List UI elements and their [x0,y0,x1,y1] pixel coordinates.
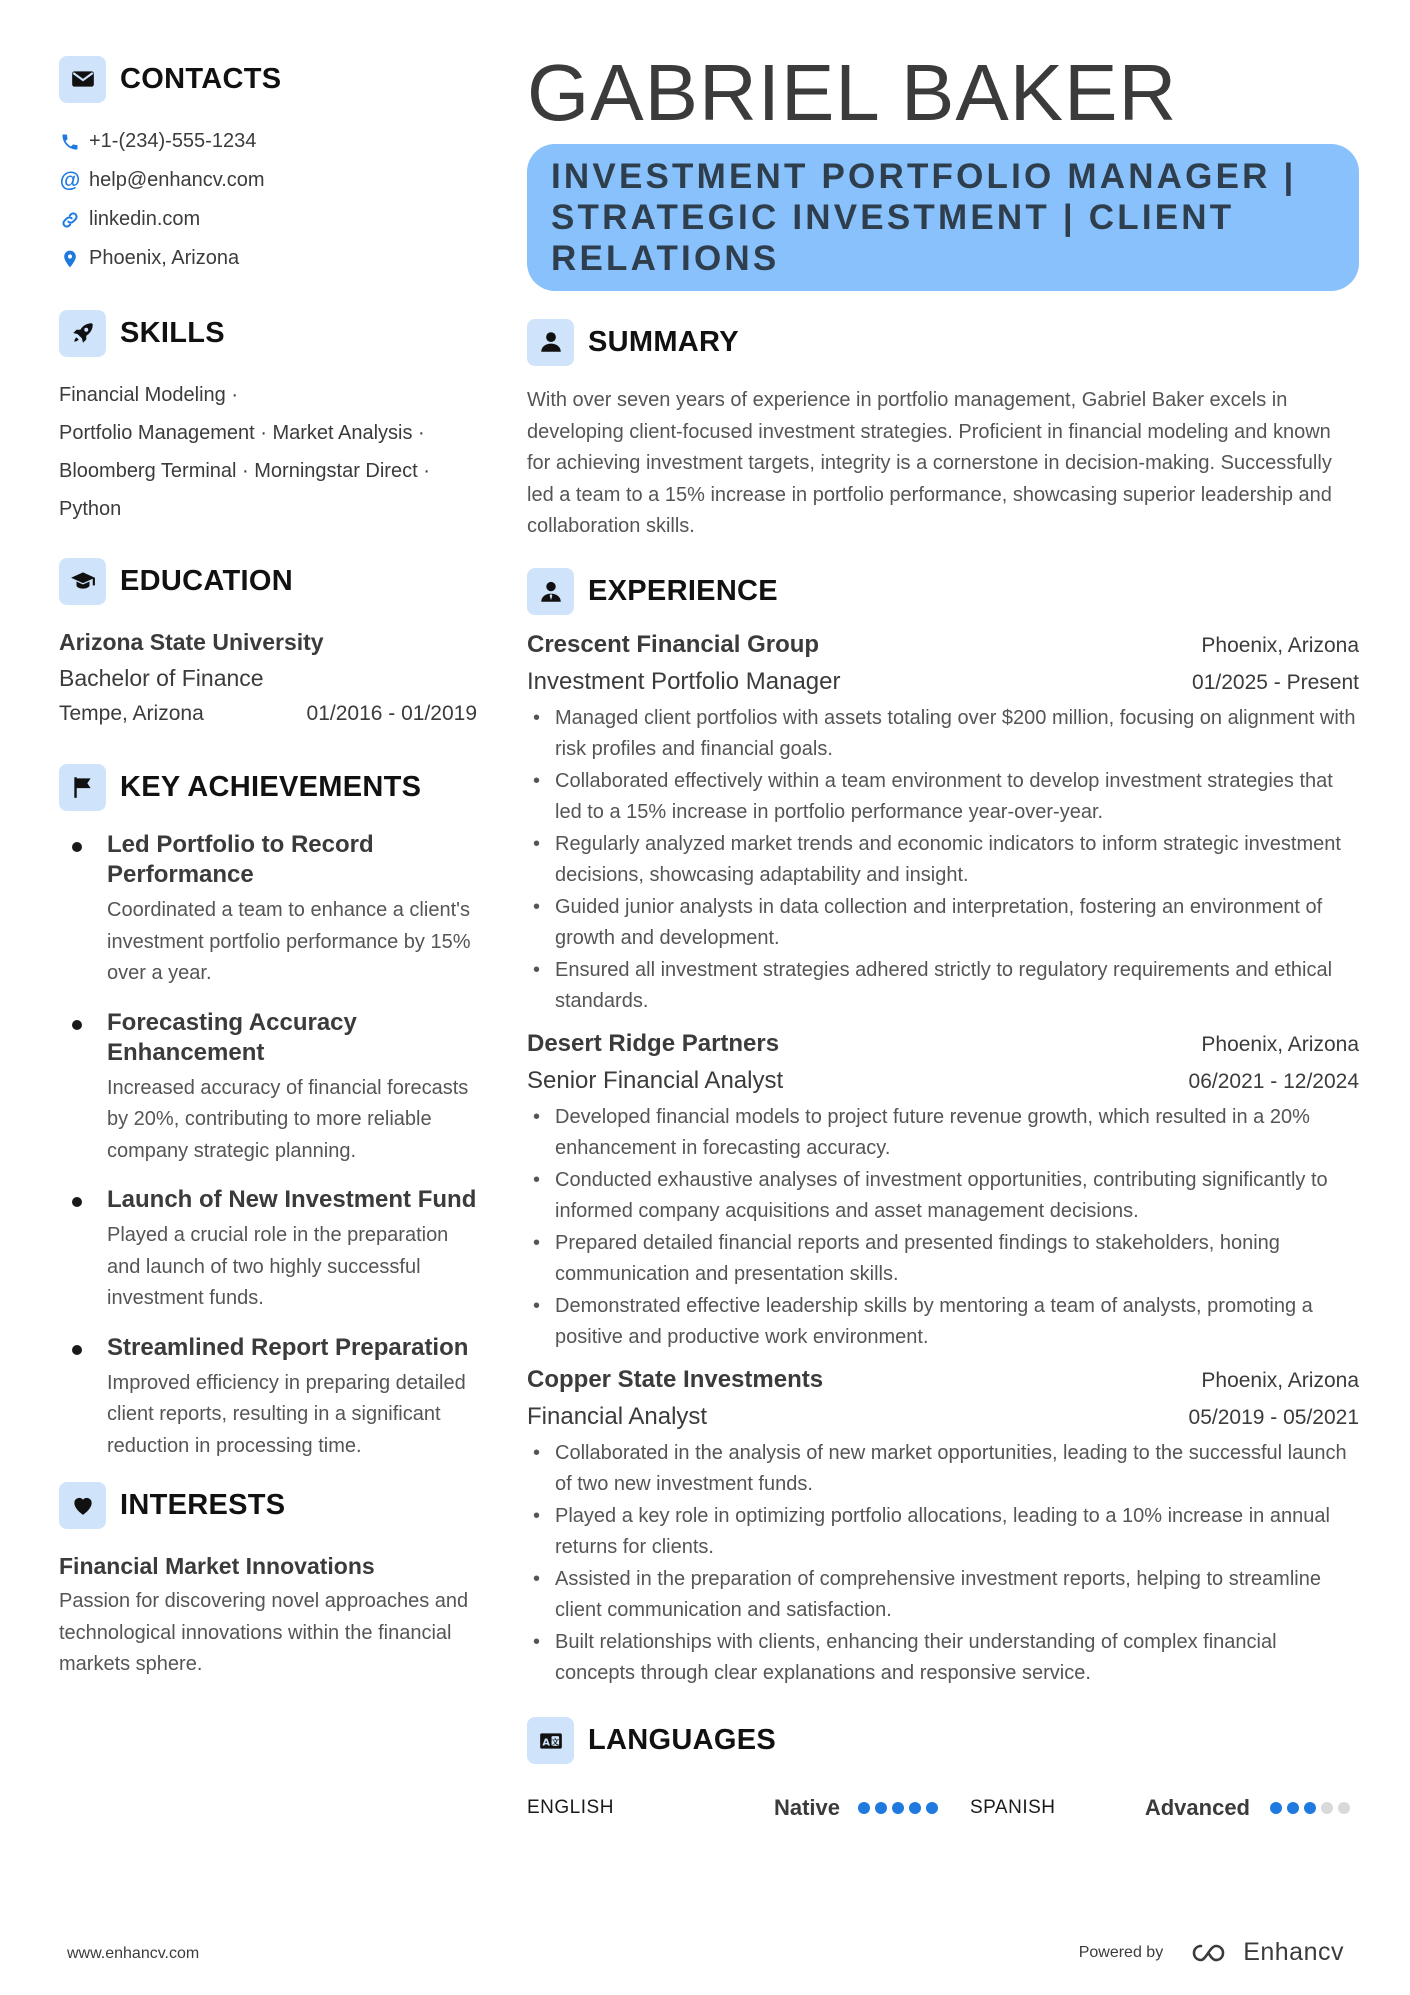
job-dates: 05/2019 - 05/2021 [1188,1405,1359,1429]
job-role: Senior Financial Analyst [527,1066,784,1094]
job-bullets [527,1102,1359,1354]
education-meta [59,696,477,732]
job-bullets [527,1438,1359,1690]
education-section [59,556,477,732]
achievement-item [59,1185,477,1315]
experience-section [527,567,1359,1690]
achievement-title: Streamlined Report Preparation [107,1333,469,1361]
job-header-row [527,627,1359,664]
language-level: Advanced [1144,1794,1250,1820]
education-degree: Bachelor of Finance [59,665,264,691]
flag-icon [59,764,106,811]
contacts-header [59,54,477,104]
headline-banner: INVESTMENT PORTFOLIO MANAGER | STRATEGIC INVESTMENT | CLIENT RELATIONS [527,144,1359,291]
job-header-row [527,1026,1359,1063]
achievement-item [59,1333,477,1463]
languages-section [527,1716,1359,1828]
proficiency-dot-filled [858,1802,870,1814]
job-bullet: • Conducted exhaustive analyses of investment opportunities, contributing significantly to informed company acquisitions and asset management decisions. [527,1165,1359,1228]
job-bullets [527,703,1359,1018]
skills-line: Portfolio Management · Market Analysis · [59,422,425,444]
section-title: LANGUAGES [588,1724,776,1756]
translate-icon [527,1717,574,1764]
contact-linkedin[interactable] [59,200,477,239]
job-bullet: • Guided junior analysts in data collection and interpretation, fostering an environment of growth and development. [527,892,1359,955]
proficiency-dot-filled [875,1802,887,1814]
achievement-item [59,830,477,990]
job-company: Copper State Investments [527,1365,824,1393]
summary-header [527,317,1359,367]
brand-name: Enhancv [1243,1938,1344,1966]
bullet-dot [72,1020,82,1030]
bullet-dot [72,842,82,852]
language-level: Native [773,1794,840,1820]
job-role: Financial Analyst [527,1402,708,1430]
skills-line: Financial Modeling · [59,384,238,406]
section-title: INTERESTS [120,1488,286,1521]
job-location: Phoenix, Arizona [1201,633,1359,657]
section-title: SUMMARY [588,325,739,358]
job-entry [527,1026,1359,1354]
job-role: Investment Portfolio Manager [527,667,841,695]
at-icon: @ [59,168,81,192]
achievement-title: Forecasting Accuracy Enhancement [107,1008,357,1066]
proficiency-dot-filled [1304,1802,1316,1814]
language-name: SPANISH [970,1796,1056,1818]
experience-header [527,567,1359,617]
link-icon [59,209,81,231]
proficiency-dot-filled [909,1802,921,1814]
job-location: Phoenix, Arizona [1201,1368,1359,1392]
job-dates: 01/2025 - Present [1192,670,1359,694]
education-school: Arizona State University [59,629,324,655]
education-header [59,556,477,606]
job-bullet: • Collaborated in the analysis of new market opportunities, leading to the successful launch of two new investment funds. [527,1438,1359,1501]
languages-header [527,1716,1359,1766]
job-location: Phoenix, Arizona [1201,1032,1359,1056]
section-title: EXPERIENCE [588,575,778,607]
job-role-row [527,1063,1359,1100]
job-role-row [527,664,1359,701]
summary-section [527,317,1359,543]
job-dates: 06/2021 - 12/2024 [1188,1069,1359,1093]
contact-location [59,239,477,278]
language-proficiency-dots [1270,1802,1350,1814]
enhancv-logo[interactable] [1189,1938,1344,1967]
contacts-section [59,54,477,278]
skills-header [59,308,477,358]
job-company: Desert Ridge Partners [527,1029,780,1057]
rocket-icon [59,310,106,357]
achievement-desc: Coordinated a team to enhance a client's investment portfolio performance by 15% over a year. [107,899,471,984]
contact-phone[interactable] [59,122,477,161]
skills-line: Python [59,498,122,520]
candidate-name: GABRIEL BAKER [527,48,1178,137]
envelope-icon [59,56,106,103]
job-bullet: • Regularly analyzed market trends and economic indicators to inform strategic investment decisions, showcasing adaptability and insight. [527,829,1359,892]
education-dates: 01/2016 - 01/2019 [306,702,477,725]
section-title: KEY ACHIEVEMENTS [120,770,422,803]
left-column [59,54,477,1681]
achievement-item [59,1008,477,1168]
skills-list [59,376,477,528]
infinity-logo-icon [1189,1941,1235,1965]
job-bullet: • Demonstrated effective leadership skills by mentoring a team of analysts, promoting a positive and productive work environment. [527,1291,1359,1354]
heart-icon [59,1482,106,1529]
location-text: Phoenix, Arizona [89,247,240,269]
achievement-title: Launch of New Investment Fund [107,1186,477,1213]
proficiency-dot-empty [1321,1802,1333,1814]
job-role-row [527,1399,1359,1436]
proficiency-dot-filled [926,1802,938,1814]
languages-row [527,1788,1359,1828]
achievements-header [59,762,477,812]
section-title: EDUCATION [120,564,293,597]
svg-text:A: A [541,1736,550,1748]
job-bullet: • Assisted in the preparation of comprehensive investment reports, helping to streamline client communication and satisfaction. [527,1564,1359,1627]
linkedin-text: linkedin.com [89,208,201,230]
user-icon [527,319,574,366]
job-entry [527,627,1359,1018]
briefcase-user-icon [527,568,574,615]
interests-section [59,1480,477,1681]
bullet-dot [72,1345,82,1355]
proficiency-dot-filled [892,1802,904,1814]
proficiency-dot-filled [1270,1802,1282,1814]
section-title: CONTACTS [120,62,282,95]
proficiency-dot-filled [1287,1802,1299,1814]
achievement-desc: Played a crucial role in the preparation and launch of two highly successful investment funds. [107,1224,449,1309]
map-pin-icon [59,248,81,270]
job-company: Crescent Financial Group [527,630,820,658]
achievements-section [59,762,477,1462]
achievement-desc: Improved efficiency in preparing detailed client reports, resulting in a significant reduction in processing time. [107,1371,466,1457]
phone-text: +1-(234)-555-1234 [89,130,257,152]
interests-header [59,1480,477,1530]
job-bullet: • Collaborated effectively within a team environment to develop investment strategies that led to a 15% increase in portfolio performance year-over-year. [527,766,1359,829]
job-bullet: • Played a key role in optimizing portfolio allocations, leading to a 10% increase in annual returns for clients. [527,1501,1359,1564]
contact-email[interactable] [59,161,477,200]
language-proficiency-dots [858,1802,958,1814]
right-column [527,48,1359,1828]
footer-branding [1079,1938,1344,1967]
job-bullet: • Developed financial models to project future revenue growth, which resulted in a 20% enhancement in forecasting accuracy. [527,1102,1359,1165]
job-entry [527,1362,1359,1690]
svg-text:文: 文 [551,1736,559,1746]
email-text: help@enhancv.com [89,169,265,191]
job-header-row [527,1362,1359,1399]
graduation-cap-icon [59,558,106,605]
education-location: Tempe, Arizona [59,702,204,725]
job-bullet: • Built relationships with clients, enhancing their understanding of complex financial concepts through clear explanations and responsive service. [527,1627,1359,1690]
footer-website[interactable]: www.enhancv.com [67,1945,200,1962]
job-bullet: • Ensured all investment strategies adhered strictly to regulatory requirements and ethical standards. [527,955,1359,1018]
language-name: ENGLISH [527,1796,614,1818]
skills-section [59,308,477,528]
skills-line: Bloomberg Terminal · Morningstar Direct · [59,460,430,482]
proficiency-dot-empty [1338,1802,1350,1814]
job-bullet: • Prepared detailed financial reports and presented findings to stakeholders, honing communication and presentation skills. [527,1228,1359,1291]
section-title: SKILLS [120,316,225,349]
job-bullet: • Managed client portfolios with assets totaling over $200 million, focusing on alignment with risk profiles and financial goals. [527,703,1359,766]
achievement-title: Led Portfolio to Record Performance [107,831,374,888]
interest-desc: Passion for discovering novel approaches and technological innovations within the financial markets sphere. [59,1590,469,1675]
powered-by-label: Powered by [1078,1943,1164,1961]
achievement-desc: Increased accuracy of financial forecasts by 20%, contributing to more reliable company strategic planning. [107,1076,469,1162]
phone-icon [59,131,81,153]
interest-title: Financial Market Innovations [59,1553,375,1579]
summary-text: With over seven years of experience in portfolio management, Gabriel Baker excels in developing client-focused investment strategies. Proficient in financial modeling and known for achieving investment targets, integrity is a cornerstone in decision-making. Successfully led a team to a 15% increase in portfolio performance, showcasing superior leadership and collaboration skills. [527,389,1332,537]
bullet-dot [72,1197,82,1207]
